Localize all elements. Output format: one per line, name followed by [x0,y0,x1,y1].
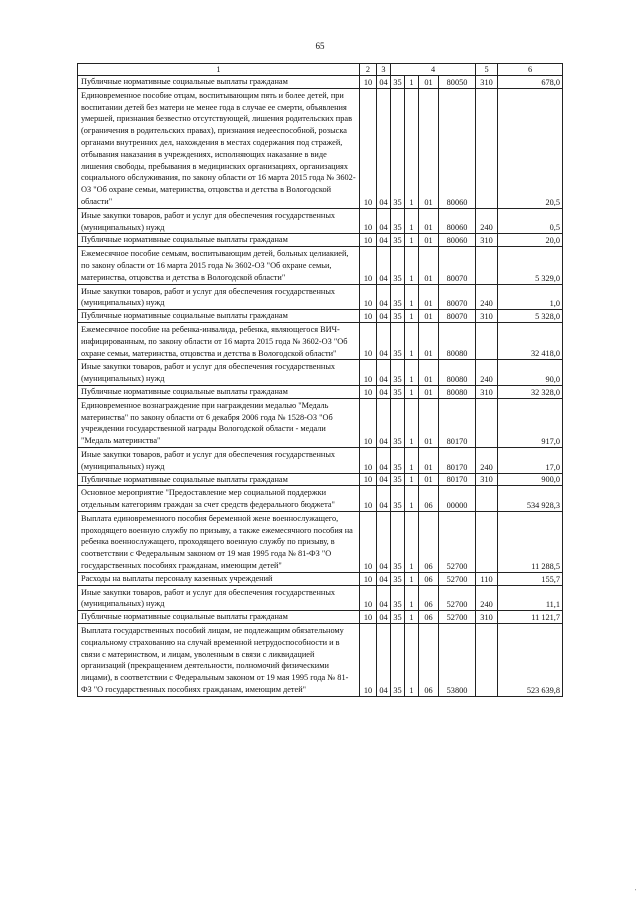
row-code-c4: 53800 [439,624,476,697]
row-code-c3: 01 [419,398,439,447]
row-amount: 917,0 [498,398,563,447]
row-code-c3: 01 [419,247,439,284]
row-code-pr: 04 [377,360,391,386]
row-code-c1: 35 [391,511,405,572]
row-code-c2: 1 [405,624,419,697]
row-code-c4: 80170 [439,473,476,486]
row-code-c4: 80070 [439,247,476,284]
row-code-c3: 06 [419,511,439,572]
row-code-c2: 1 [405,511,419,572]
row-code-c3: 06 [419,624,439,697]
row-description: Публичные нормативные социальные выплаты гражданам [78,473,360,486]
row-code-c4: 52700 [439,572,476,585]
row-code-vr: 240 [476,284,498,310]
row-amount: 1,0 [498,284,563,310]
row-code-c3: 01 [419,360,439,386]
row-code-pr: 04 [377,486,391,512]
row-code-rz: 10 [360,360,377,386]
row-code-rz: 10 [360,447,377,473]
row-code-vr [476,247,498,284]
row-code-rz: 10 [360,234,377,247]
row-code-vr: 310 [476,234,498,247]
row-code-vr [476,88,498,208]
row-description: Публичные нормативные социальные выплаты гражданам [78,310,360,323]
row-code-c2: 1 [405,398,419,447]
row-code-c1: 35 [391,360,405,386]
row-description: Выплата государственных пособий лицам, не подлежащим обязательному социальному страхованию на случай временной нетрудоспособности и в связи с материнством, и лицам, уволенным в связи с ликвидацией организаций (прекращением деятельности, полномочий физическими лицами), в соответствии с Федеральным законом от 19 мая 1995 года № 81-ФЗ "О государственных пособиях гражданам, имеющим детей" [78,624,360,697]
row-code-c1: 35 [391,322,405,359]
budget-table [77,63,563,697]
header-col-6: 6 [498,64,563,76]
table-row [78,486,563,512]
row-amount: 5 328,0 [498,310,563,323]
row-description: Единовременное вознаграждение при награждении медалью "Медаль материнства" по закону области от 6 декабря 2006 года № 1528-ОЗ "Об учреждении государственной награды Вологодской области - медали "Медаль материнства" [78,398,360,447]
row-code-c1: 35 [391,284,405,310]
row-code-c4: 80170 [439,447,476,473]
row-code-pr: 04 [377,284,391,310]
row-code-rz: 10 [360,624,377,697]
row-code-c3: 01 [419,234,439,247]
table-row [78,398,563,447]
row-code-rz: 10 [360,208,377,234]
row-code-c4: 80070 [439,310,476,323]
row-description: Иные закупки товаров, работ и услуг для обеспечения государственных (муниципальных) нужд [78,360,360,386]
row-code-c2: 1 [405,284,419,310]
table-row [78,247,563,284]
row-code-rz: 10 [360,310,377,323]
row-code-rz: 10 [360,398,377,447]
row-code-c3: 01 [419,310,439,323]
row-code-c3: 01 [419,473,439,486]
row-code-c3: 01 [419,322,439,359]
scan-edge-mark: ' [634,889,636,895]
row-code-c1: 35 [391,447,405,473]
row-code-pr: 04 [377,585,391,611]
row-code-c1: 35 [391,234,405,247]
row-code-c4: 80070 [439,284,476,310]
table-row [78,310,563,323]
row-code-c3: 01 [419,76,439,89]
row-code-pr: 04 [377,247,391,284]
row-code-c1: 35 [391,486,405,512]
row-amount: 523 639,8 [498,624,563,697]
row-code-pr: 04 [377,624,391,697]
row-code-rz: 10 [360,511,377,572]
row-code-pr: 04 [377,447,391,473]
row-code-vr [476,398,498,447]
table-row [78,284,563,310]
row-code-c4: 52700 [439,611,476,624]
row-code-c1: 35 [391,310,405,323]
row-description: Единовременное пособие отцам, воспитывающим пять и более детей, при воспитании детей без матери не менее года в случае ее смерти, объявления умершей, признания безвестно отсутствующей, лишения родительских прав (ограничения в родительских правах), признания недееспособной, розыска органами внутренних дел, нахождения в местах содержания под стражей, отбывания наказания в учреждениях, исполняющих наказание в виде лишения свободы, пребывания в медицинских организациях, организациях социального обслуживания, по закону области от 16 марта 2015 года № 3602-ОЗ "Об охране семьи, материнства, отцовства и детства в Вологодской области" [78,88,360,208]
row-code-c2: 1 [405,247,419,284]
row-amount: 11 121,7 [498,611,563,624]
table-row [78,447,563,473]
row-code-c2: 1 [405,473,419,486]
row-description: Иные закупки товаров, работ и услуг для обеспечения государственных (муниципальных) нужд [78,284,360,310]
table-row [78,88,563,208]
row-code-c2: 1 [405,322,419,359]
row-code-c3: 01 [419,88,439,208]
header-col-4: 4 [391,64,476,76]
row-code-c4: 80050 [439,76,476,89]
row-code-pr: 04 [377,611,391,624]
row-code-c1: 35 [391,585,405,611]
table-row [78,208,563,234]
header-col-1: 1 [78,64,360,76]
row-amount: 534 928,3 [498,486,563,512]
row-code-c2: 1 [405,88,419,208]
table-row [78,624,563,697]
row-code-pr: 04 [377,473,391,486]
row-code-c4: 80080 [439,322,476,359]
row-code-vr [476,322,498,359]
table-row [78,585,563,611]
row-description: Иные закупки товаров, работ и услуг для обеспечения государственных (муниципальных) нужд [78,208,360,234]
row-code-c1: 35 [391,385,405,398]
row-amount: 0,5 [498,208,563,234]
row-code-pr: 04 [377,88,391,208]
row-description: Расходы на выплаты персоналу казенных учреждений [78,572,360,585]
row-code-c4: 80060 [439,234,476,247]
row-code-rz: 10 [360,322,377,359]
row-amount: 32 418,0 [498,322,563,359]
row-code-c2: 1 [405,234,419,247]
row-code-c4: 52700 [439,585,476,611]
row-amount: 90,0 [498,360,563,386]
row-amount: 155,7 [498,572,563,585]
row-code-vr: 310 [476,611,498,624]
header-col-2: 2 [360,64,377,76]
row-code-vr: 310 [476,385,498,398]
row-description: Публичные нормативные социальные выплаты гражданам [78,76,360,89]
row-code-pr: 04 [377,310,391,323]
table-row [78,572,563,585]
row-code-c2: 1 [405,486,419,512]
row-code-c2: 1 [405,76,419,89]
row-code-rz: 10 [360,247,377,284]
row-code-pr: 04 [377,398,391,447]
row-code-pr: 04 [377,322,391,359]
row-code-c3: 01 [419,447,439,473]
row-code-c2: 1 [405,585,419,611]
row-description: Публичные нормативные социальные выплаты гражданам [78,234,360,247]
row-code-c2: 1 [405,310,419,323]
row-code-vr [476,486,498,512]
row-code-c1: 35 [391,624,405,697]
row-code-c3: 06 [419,585,439,611]
row-code-c1: 35 [391,247,405,284]
row-code-vr: 240 [476,360,498,386]
table-row [78,473,563,486]
row-code-vr [476,511,498,572]
row-code-c4: 00000 [439,486,476,512]
row-code-c1: 35 [391,398,405,447]
row-code-rz: 10 [360,473,377,486]
row-code-c4: 80060 [439,208,476,234]
row-code-rz: 10 [360,585,377,611]
row-amount: 17,0 [498,447,563,473]
row-code-vr: 310 [476,76,498,89]
row-code-c3: 01 [419,208,439,234]
row-amount: 678,0 [498,76,563,89]
row-amount: 20,5 [498,88,563,208]
table-row [78,360,563,386]
row-code-c1: 35 [391,88,405,208]
row-code-c2: 1 [405,611,419,624]
row-code-c2: 1 [405,572,419,585]
row-code-rz: 10 [360,385,377,398]
row-code-rz: 10 [360,88,377,208]
row-code-pr: 04 [377,572,391,585]
row-code-c4: 80080 [439,360,476,386]
row-code-vr: 310 [476,310,498,323]
row-code-c3: 06 [419,486,439,512]
row-code-rz: 10 [360,572,377,585]
row-code-pr: 04 [377,234,391,247]
row-code-c1: 35 [391,208,405,234]
row-description: Основное мероприятие "Предоставление мер социальной поддержки отдельным категориям граждан за счет средств федерального бюджета" [78,486,360,512]
table-row [78,611,563,624]
row-amount: 20,0 [498,234,563,247]
row-code-rz: 10 [360,611,377,624]
row-code-vr: 240 [476,208,498,234]
row-code-c1: 35 [391,572,405,585]
row-code-c2: 1 [405,447,419,473]
row-amount: 32 328,0 [498,385,563,398]
row-code-c3: 06 [419,611,439,624]
row-code-c2: 1 [405,208,419,234]
row-code-pr: 04 [377,511,391,572]
row-description: Ежемесячное пособие семьям, воспитывающим детей, больных целиакией, по закону области от 16 марта 2015 года № 3602-ОЗ "Об охране семьи, материнства, отцовства и детства в Вологодской области" [78,247,360,284]
row-description: Выплата единовременного пособия беременной жене военнослужащего, проходящего военную службу по призыву, а также ежемесячного пособия на ребенка военнослужащего, проходящего военную службу по призыву, в соответствии с Федеральным законом от 19 мая 1995 года № 81-ФЗ "О государственных пособиях гражданам, имеющим детей" [78,511,360,572]
table-row [78,385,563,398]
header-col-3: 3 [377,64,391,76]
row-code-c3: 01 [419,284,439,310]
row-description: Иные закупки товаров, работ и услуг для обеспечения государственных (муниципальных) нужд [78,585,360,611]
row-code-pr: 04 [377,385,391,398]
row-code-c3: 01 [419,385,439,398]
row-description: Иные закупки товаров, работ и услуг для обеспечения государственных (муниципальных) нужд [78,447,360,473]
row-code-c1: 35 [391,611,405,624]
row-amount: 5 329,0 [498,247,563,284]
row-code-vr: 240 [476,585,498,611]
row-code-rz: 10 [360,284,377,310]
table-row [78,76,563,89]
row-code-pr: 04 [377,76,391,89]
header-col-5: 5 [476,64,498,76]
row-code-c4: 80170 [439,398,476,447]
row-code-c3: 06 [419,572,439,585]
header-row [78,64,563,76]
row-description: Публичные нормативные социальные выплаты гражданам [78,385,360,398]
row-code-c4: 80060 [439,88,476,208]
row-code-vr [476,624,498,697]
page-number: 65 [315,41,325,51]
row-code-vr: 240 [476,447,498,473]
row-code-vr: 110 [476,572,498,585]
row-code-c1: 35 [391,473,405,486]
row-description: Ежемесячное пособие на ребенка-инвалида, ребенка, являющегося ВИЧ-инфицированным, по закону области от 16 марта 2015 года № 3602-ОЗ "Об охране семьи, материнства, отцовства и детства в Вологодской области" [78,322,360,359]
row-code-c4: 52700 [439,511,476,572]
row-code-vr: 310 [476,473,498,486]
table-row [78,322,563,359]
row-code-pr: 04 [377,208,391,234]
table-row [78,511,563,572]
row-code-c1: 35 [391,76,405,89]
row-amount: 11,1 [498,585,563,611]
row-code-c2: 1 [405,385,419,398]
row-code-c2: 1 [405,360,419,386]
row-amount: 11 288,5 [498,511,563,572]
row-code-rz: 10 [360,486,377,512]
row-amount: 900,0 [498,473,563,486]
row-code-c4: 80080 [439,385,476,398]
row-description: Публичные нормативные социальные выплаты гражданам [78,611,360,624]
table-row [78,234,563,247]
row-code-rz: 10 [360,76,377,89]
